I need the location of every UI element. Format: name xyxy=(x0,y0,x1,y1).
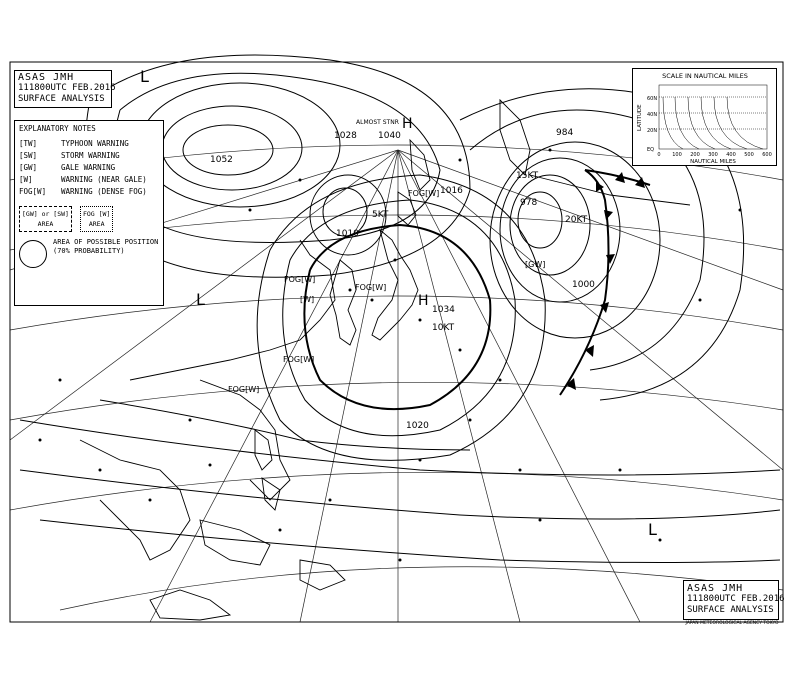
latitude-label: LATITUDE xyxy=(637,104,643,131)
x-tick: 0 xyxy=(657,152,661,158)
legend-item xyxy=(19,186,159,198)
legend-label: WARNING (NEAR GALE) xyxy=(61,175,147,184)
lat-tick: EQ xyxy=(647,147,655,153)
legend-item xyxy=(19,162,159,174)
agency-credit: JAPAN METEOROLOGICAL AGENCY TOKYO xyxy=(685,621,779,626)
legend-code: [GW] xyxy=(19,163,38,172)
high-marker: H xyxy=(418,293,429,309)
area-swatches xyxy=(19,206,159,232)
legend-label: STORM WARNING xyxy=(61,151,120,160)
warning-label: FOG[W] xyxy=(228,385,260,394)
lat-tick: 40N xyxy=(647,112,658,118)
possible-position-label: AREA OF POSSIBLE POSITION xyxy=(53,238,159,246)
pressure-label: 1016 xyxy=(440,186,463,196)
movement-label: 5KT xyxy=(372,210,389,220)
scale-title: SCALE IN NAUTICAL MILES xyxy=(662,72,748,80)
warning-label: FOG[W] xyxy=(355,283,387,292)
pressure-label: 1028 xyxy=(334,131,357,141)
legend-item xyxy=(19,174,159,186)
title-line-3: SURFACE ANALYSIS xyxy=(687,605,774,615)
movement-label: 15KT xyxy=(516,171,539,181)
x-tick: 600 xyxy=(762,152,772,158)
legend-label: TYPHOON WARNING xyxy=(61,139,129,148)
title-line-2: 111800UTC FEB.2016 xyxy=(18,83,116,93)
movement-label: 20KT xyxy=(565,215,588,225)
distance-scale xyxy=(632,68,777,166)
x-tick: 500 xyxy=(744,152,754,158)
low-marker: L xyxy=(648,520,657,539)
possible-position-legend xyxy=(19,238,159,268)
x-tick: 300 xyxy=(708,152,718,158)
legend-code: [SW] xyxy=(19,151,38,160)
explanatory-notes xyxy=(14,120,164,306)
notes-title: EXPLANATORY NOTES xyxy=(19,124,96,133)
warning-label: FOG[W] xyxy=(284,275,316,284)
probability-label: (70% PROBABILITY) xyxy=(53,247,125,255)
annotation: ALMOST STNR xyxy=(356,119,399,126)
scale-graphic xyxy=(633,69,776,165)
legend-item xyxy=(19,138,159,150)
pressure-label: 1010 xyxy=(336,229,359,239)
legend-code: FOG[W] xyxy=(19,187,47,196)
fog-area-code: FOG [W] xyxy=(82,210,111,218)
fog-area-label: AREA xyxy=(88,220,105,228)
warning-label: [W] xyxy=(300,295,315,304)
fog-area-swatch xyxy=(80,206,113,232)
legend-label: GALE WARNING xyxy=(61,163,116,172)
warning-label: FOG[W] xyxy=(283,355,315,364)
pressure-label: 1040 xyxy=(378,131,401,141)
x-tick: 200 xyxy=(690,152,700,158)
lat-tick: 60N xyxy=(647,96,658,102)
lat-tick: 20N xyxy=(647,128,658,134)
title-line-3: SURFACE ANALYSIS xyxy=(18,94,105,104)
legend-item xyxy=(19,150,159,162)
possible-position-circle xyxy=(19,240,47,268)
warning-label: FOG[W] xyxy=(408,189,440,198)
x-axis-label: NAUTICAL MILES xyxy=(690,159,736,165)
low-marker: L xyxy=(196,290,205,309)
gale-area-swatch xyxy=(19,206,72,232)
low-marker: L xyxy=(140,67,149,86)
warning-label: [GW] xyxy=(525,260,546,269)
pressure-label: 1000 xyxy=(572,280,595,290)
pressure-label: 978 xyxy=(520,198,538,208)
legend-code: [TW] xyxy=(19,139,38,148)
legend-label: WARNING (DENSE FOG) xyxy=(61,187,147,196)
movement-label: 10KT xyxy=(432,323,455,333)
high-marker: H xyxy=(402,116,413,132)
title-line-1: ASAS JMH xyxy=(687,583,744,594)
gale-area-label: AREA xyxy=(37,220,54,228)
x-tick: 100 xyxy=(672,152,682,158)
pressure-label: 1034 xyxy=(432,305,455,315)
x-tick: 400 xyxy=(726,152,736,158)
title-line-2: 111800UTC FEB.2016 xyxy=(687,594,785,604)
scale-grid xyxy=(659,85,767,149)
pressure-label: 984 xyxy=(556,128,574,138)
gale-area-codes: [GW] or [SW] xyxy=(22,210,69,218)
map-title-bottom-right xyxy=(683,580,785,620)
map-title-top-left xyxy=(14,70,116,108)
legend-code: [W] xyxy=(19,175,33,184)
pressure-label: 1052 xyxy=(210,155,233,165)
pressure-label: 1020 xyxy=(406,421,429,431)
title-line-1: ASAS JMH xyxy=(18,72,75,83)
